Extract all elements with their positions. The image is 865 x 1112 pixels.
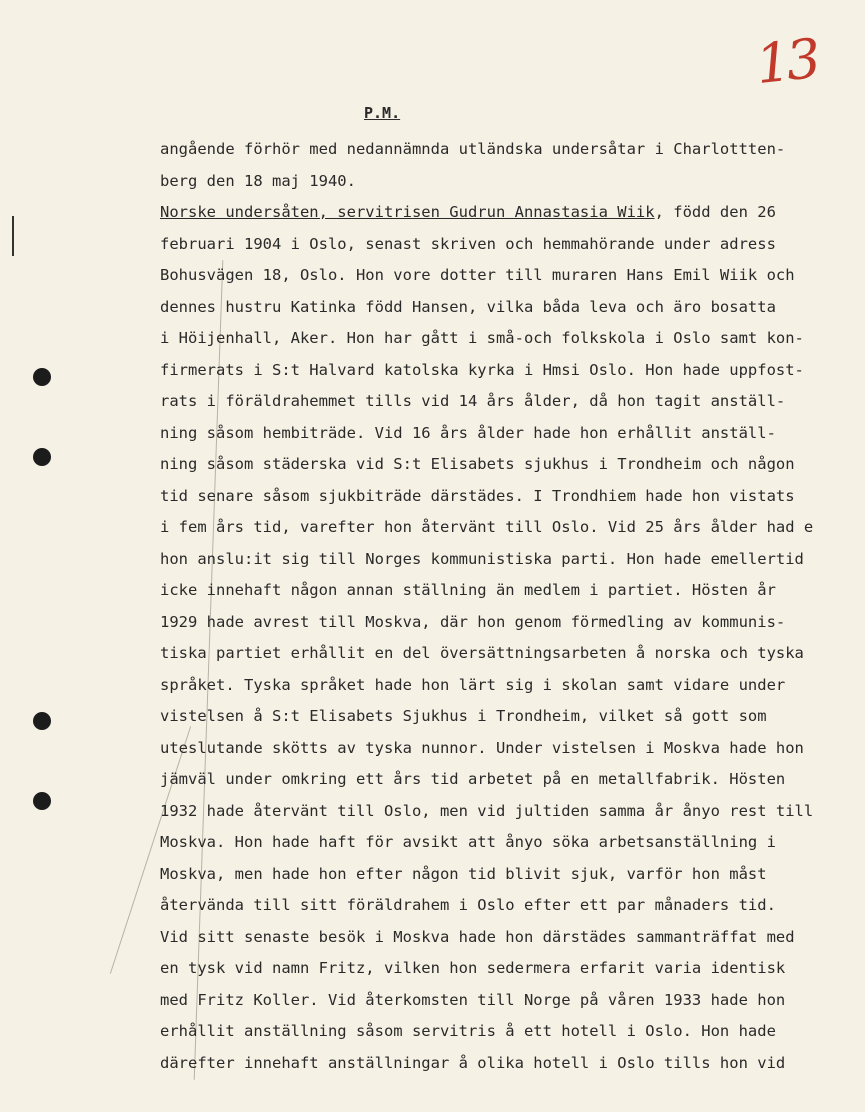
memo-line: en tysk vid namn Fritz, vilken hon sedermera erfarit varia identisk bbox=[160, 959, 786, 977]
memo-line: firmerats i S:t Halvard katolska kyrka i Hmsi Oslo. Hon hade uppfost- bbox=[160, 360, 804, 379]
punch-hole bbox=[33, 368, 51, 386]
memo-line: jämväl under omkring ett års tid arbetet på en metallfabrik. Hösten bbox=[160, 770, 786, 788]
memo-line: erhållit anställning såsom servitris å ett hotell i Oslo. Hon hade bbox=[160, 1022, 776, 1040]
memo-line: språket. Tyska språket hade hon lärt sig i skolan samt vidare under bbox=[160, 675, 786, 694]
memo-line: icke innehaft någon annan ställning än medlem i partiet. Hösten år bbox=[160, 581, 776, 599]
memo-line: Moskva. Hon hade haft för avsikt att ånyo söka arbetsanställning i bbox=[160, 833, 776, 851]
memo-line: därefter innehaft anställningar å olika hotell i Oslo tills hon vid bbox=[160, 1053, 786, 1072]
page-number-mark: 13 bbox=[752, 26, 820, 97]
memo-line: 1929 hade avrest till Moskva, där hon genom förmedling av kommunis- bbox=[160, 612, 786, 631]
memo-line: rats i föräldrahemmet tills vid 14 års ålder, då hon tagit anställ- bbox=[160, 392, 786, 410]
memo-line: uteslutande skötts av tyska nunnor. Under vistelsen i Moskva hade hon bbox=[160, 738, 804, 757]
document-title: P.M. bbox=[364, 104, 401, 122]
memo-line: tid senare såsom sjukbiträde därstädes. I Trondhiem hade hon vistats bbox=[160, 486, 795, 505]
memo-line: Vid sitt senaste besök i Moskva hade hon därstädes sammanträffat med bbox=[160, 927, 795, 946]
memo-line: angående förhör med nedannämnda utländska undersåtar i Charlottten- bbox=[160, 140, 786, 158]
memo-line: tiska partiet erhållit en del översättningsarbeten å norska och tyska bbox=[160, 644, 804, 662]
memo-line: i Höijenhall, Aker. Hon har gått i små-och folkskola i Oslo samt kon- bbox=[160, 329, 804, 347]
memo-line: 1932 hade återvänt till Oslo, men vid jultiden samma år ånyo rest till bbox=[160, 801, 814, 820]
memo-line: med Fritz Koller. Vid återkomsten till Norge på våren 1933 hade hon bbox=[160, 990, 786, 1009]
memo-line: hon anslu:it sig till Norges kommunistiska parti. Hon hade emellertid bbox=[160, 549, 804, 568]
paper-fold bbox=[194, 260, 224, 1080]
underlined-name: Norske undersåten, servitrisen Gudrun Annastasia Wiik bbox=[160, 203, 655, 221]
punch-hole bbox=[33, 448, 51, 466]
punch-hole bbox=[33, 712, 51, 730]
memo-line bbox=[160, 203, 776, 221]
memo-line: i fem års tid, varefter hon återvänt till Oslo. Vid 25 års ålder had e bbox=[160, 518, 814, 536]
memo-line: ning såsom städerska vid S:t Elisabets sjukhus i Trondheim och någon bbox=[160, 455, 795, 473]
margin-mark bbox=[12, 216, 14, 256]
memo-line: berg den 18 maj 1940. bbox=[160, 171, 356, 190]
memo-line: återvända till sitt föräldrahem i Oslo efter ett par månaders tid. bbox=[160, 896, 776, 914]
memo-line: Moskva, men hade hon efter någon tid blivit sjuk, varför hon måst bbox=[160, 864, 767, 883]
punch-hole bbox=[33, 792, 51, 810]
memo-line: vistelsen å S:t Elisabets Sjukhus i Trondheim, vilket så gott som bbox=[160, 707, 767, 725]
line-rest: , född den 26 bbox=[654, 203, 776, 221]
memo-line: dennes hustru Katinka född Hansen, vilka båda leva och äro bosatta bbox=[160, 297, 776, 316]
memo-line: februari 1904 i Oslo, senast skriven och hemmahörande under adress bbox=[160, 234, 776, 253]
memo-line: Bohusvägen 18, Oslo. Hon vore dotter till muraren Hans Emil Wiik och bbox=[160, 266, 795, 284]
memo-line: ning såsom hembiträde. Vid 16 års ålder hade hon erhållit anställ- bbox=[160, 423, 776, 442]
